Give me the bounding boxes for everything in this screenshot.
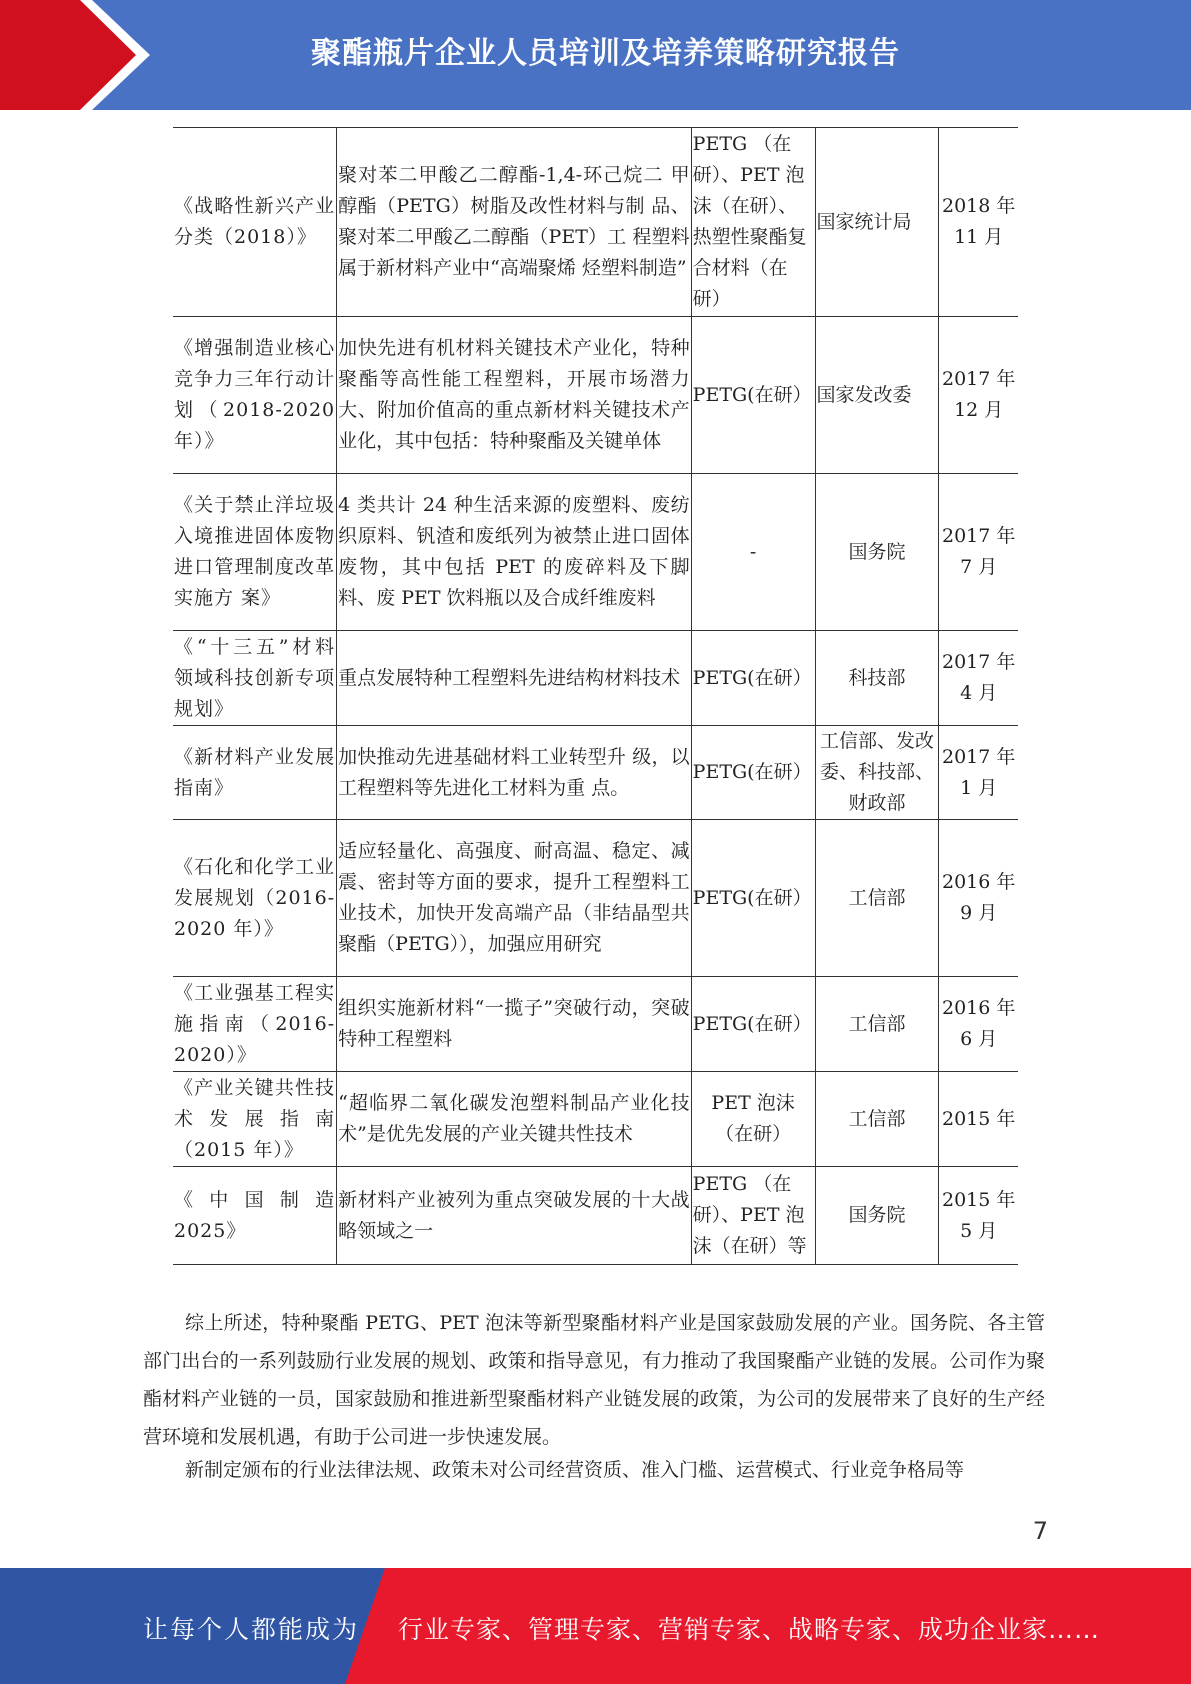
table-row	[173, 1072, 1018, 1167]
policy-product-cell: PETG(在研）	[691, 820, 815, 977]
policy-date-cell: 2016 年 9 月	[939, 820, 1018, 977]
policy-content-cell: 加快先进有机材料关键技术产业化，特种聚酯等高性能工程塑料，开展市场潜力大、附加价值高的重点新材料关键技术产业化，其中包括：特种聚酯及关键单体	[337, 317, 692, 474]
policy-name-cell: 《关于禁止洋垃圾入境推进固体废物进口管理制度改革实施方 案》	[173, 474, 337, 631]
policy-dept-cell: 国务院	[815, 474, 939, 631]
policy-product-cell: PETG(在研）	[691, 317, 815, 474]
policy-dept-cell: 工信部	[815, 820, 939, 977]
policy-dept-cell: 国务院	[815, 1167, 939, 1265]
policy-content-cell: 4 类共计 24 种生活来源的废塑料、废纺织原料、钒渣和废纸列为被禁止进口固体废物，其中包括 PET 的废碎料及下脚料、废 PET 饮料瓶以及合成纤维废料	[337, 474, 692, 631]
policy-product-cell: PETG(在研）	[691, 631, 815, 726]
summary-paragraph: 综上所述，特种聚酯 PETG、PET 泡沫等新型聚酯材料产业是国家鼓励发展的产业。国务院、各主管部门出台的一系列鼓励行业发展的规划、政策和指导意见，有力推动了我国聚酯产业链的发展。公司作为聚酯材料产业链的一员，国家鼓励和推进新型聚酯材料产业链发展的政策，为公司的发展带来了良好的生产经营环境和发展机遇，有助于公司进一步快速发展。	[143, 1312, 1045, 1448]
page-number: 7	[1032, 1517, 1048, 1545]
table-row	[173, 631, 1018, 726]
policy-dept-cell: 工信部、发改委、科技部、财政部	[815, 726, 939, 820]
table-row	[173, 977, 1018, 1072]
policy-product-cell: PET 泡沫（在研）	[691, 1072, 815, 1167]
policy-product-cell: PETG(在研）	[691, 726, 815, 820]
table-row	[173, 474, 1018, 631]
table-row	[173, 726, 1018, 820]
policy-name-cell: 《战略性新兴产业分类（2018）》	[173, 128, 337, 317]
policy-name-cell: 《“十三五”材料领域科技创新专项规划》	[173, 631, 337, 726]
policy-content-cell: 新材料产业被列为重点突破发展的十大战略领域之一	[337, 1167, 692, 1265]
policy-content-cell: “超临界二氧化碳发泡塑料制品产业化技术”是优先发展的产业关键共性技术	[337, 1072, 692, 1167]
table-row	[173, 820, 1018, 977]
policy-name-cell: 《新材料产业发展指南》	[173, 726, 337, 820]
policy-content-cell: 重点发展特种工程塑料先进结构材料技术	[337, 631, 692, 726]
policy-date-cell: 2015 年	[939, 1072, 1018, 1167]
policy-dept-cell: 科技部	[815, 631, 939, 726]
policy-date-cell: 2017 年 1 月	[939, 726, 1018, 820]
policy-date-cell: 2017 年 4 月	[939, 631, 1018, 726]
policy-date-cell: 2017 年 12 月	[939, 317, 1018, 474]
policy-dept-cell: 国家发改委	[815, 317, 939, 474]
policy-content-cell: 适应轻量化、高强度、耐高温、稳定、减震、密封等方面的要求，提升工程塑料工业技术，加快开发高端产品（非结晶型共聚酯（PETG）），加强应用研究	[337, 820, 692, 977]
table-row	[173, 1167, 1018, 1265]
policy-date-cell: 2016 年 6 月	[939, 977, 1018, 1072]
table-row	[173, 128, 1018, 317]
continuation-paragraph: 新制定颁布的行业法律法规、政策未对公司经营资质、准入门槛、运营模式、行业竞争格局等	[185, 1459, 965, 1481]
policy-dept-cell: 工信部	[815, 1072, 939, 1167]
slogan-right: 行业专家、管理专家、营销专家、战略专家、成功企业家……	[398, 1615, 1101, 1644]
header-banner	[0, 0, 1191, 110]
policy-product-cell: -	[691, 474, 815, 631]
policy-name-cell: 《工业强基工程实施指南（2016-2020）》	[173, 977, 337, 1072]
policy-product-cell: PETG （在研）、PET 泡沫（在研）等	[691, 1167, 815, 1265]
policy-dept-cell: 国家统计局	[815, 128, 939, 317]
policy-name-cell: 《增强制造业核心竞争力三年行动计划（2018-2020 年）》	[173, 317, 337, 474]
policy-name-cell: 《石化和化学工业发展规划（2016-2020 年）》	[173, 820, 337, 977]
policy-name-cell: 《中国制造 2025》	[173, 1167, 337, 1265]
policy-name-cell: 《产业关键共性技术发展指南（2015 年）》	[173, 1072, 337, 1167]
page-title: 聚酯瓶片企业人员培训及培养策略研究报告	[311, 36, 900, 71]
policy-date-cell: 2018 年 11 月	[939, 128, 1018, 317]
policy-content-cell: 加快推动先进基础材料工业转型升 级，以工程塑料等先进化工材料为重 点。	[337, 726, 692, 820]
policy-product-cell: PETG （在研）、PET 泡沫（在研）、热塑性聚酯复合材料（在研）	[691, 128, 815, 317]
policy-content-cell: 聚对苯二甲酸乙二醇酯-1,4-环己烷二 甲醇酯（PETG）树脂及改性材料与制 品、聚对苯二甲酸乙二醇酯（PET）工 程塑料属于新材料产业中“高端聚烯 烃塑料制造”	[337, 128, 692, 317]
policy-dept-cell: 工信部	[815, 977, 939, 1072]
policy-date-cell: 2015 年 5 月	[939, 1167, 1018, 1265]
policy-product-cell: PETG(在研）	[691, 977, 815, 1072]
policy-date-cell: 2017 年 7 月	[939, 474, 1018, 631]
footer-banner	[0, 1568, 1191, 1684]
slogan-left: 让每个人都能成为	[143, 1615, 360, 1644]
table-row	[173, 317, 1018, 474]
policy-table	[173, 127, 1018, 1265]
policy-content-cell: 组织实施新材料“一揽子”突破行动，突破特种工程塑料	[337, 977, 692, 1072]
